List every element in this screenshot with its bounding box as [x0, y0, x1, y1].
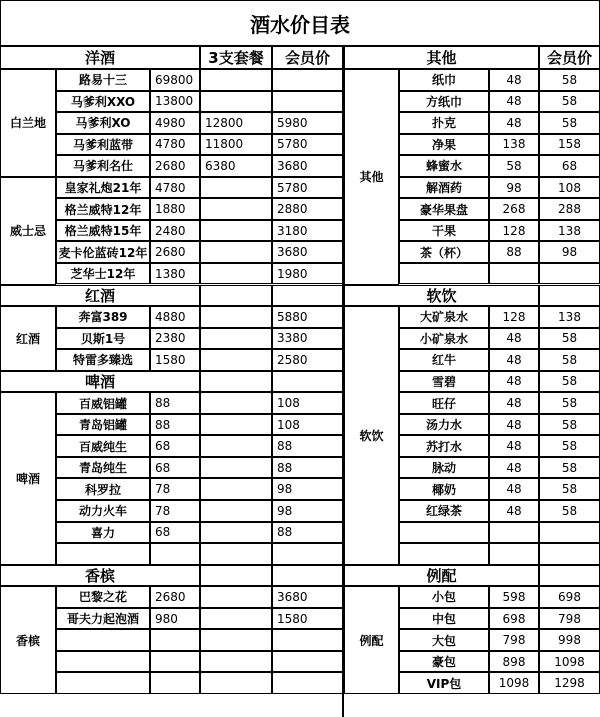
item-name: 特雷多臻选	[56, 349, 150, 371]
item-member-price: 108	[539, 177, 600, 199]
item-price: 1880	[150, 198, 200, 220]
item-name: 椰奶	[399, 478, 489, 500]
item-member-price: 58	[539, 349, 600, 371]
item-name: 苏打水	[399, 435, 489, 457]
item-name: 马爹利名仕	[56, 155, 150, 177]
right-section-blank	[539, 285, 600, 307]
item-member-price: 88	[272, 435, 343, 457]
item-price: 1098	[489, 672, 539, 694]
item-package-price	[200, 478, 272, 500]
right-col-header-name: 其他	[344, 46, 539, 69]
item-member-price: 5780	[272, 177, 343, 199]
item-price: 4880	[150, 306, 200, 328]
left-section-title: 香槟	[0, 565, 200, 587]
item-member-price: 5980	[272, 112, 343, 134]
item-price: 898	[489, 651, 539, 673]
item-package-price	[200, 414, 272, 436]
item-name: 青岛纯生	[56, 457, 150, 479]
item-price: 69800	[150, 69, 200, 91]
item-price	[150, 651, 200, 673]
item-member-price: 58	[539, 392, 600, 414]
item-price: 798	[489, 629, 539, 651]
item-package-price	[200, 306, 272, 328]
item-package-price	[200, 651, 272, 673]
item-price: 4980	[150, 112, 200, 134]
item-price: 78	[150, 478, 200, 500]
item-package-price	[200, 435, 272, 457]
item-price: 48	[489, 435, 539, 457]
item-name	[56, 651, 150, 673]
item-name: 格兰威特15年	[56, 220, 150, 242]
item-package-price: 12800	[200, 112, 272, 134]
item-member-price: 998	[539, 629, 600, 651]
item-price: 48	[489, 500, 539, 522]
item-package-price	[200, 177, 272, 199]
item-price: 48	[489, 478, 539, 500]
item-name: 蜂蜜水	[399, 155, 489, 177]
item-name: 中包	[399, 608, 489, 630]
item-name: 大包	[399, 629, 489, 651]
item-member-price: 58	[539, 478, 600, 500]
item-member-price: 798	[539, 608, 600, 630]
item-name: 豪包	[399, 651, 489, 673]
item-price: 128	[489, 220, 539, 242]
item-price: 68	[150, 435, 200, 457]
item-package-price: 6380	[200, 155, 272, 177]
item-price: 48	[489, 371, 539, 393]
left-category-label: 威士忌	[0, 177, 56, 285]
item-price: 598	[489, 586, 539, 608]
item-price: 48	[489, 414, 539, 436]
right-category-label: 其他	[344, 69, 399, 285]
item-package-price	[200, 672, 272, 694]
item-name: 马爹利XXO	[56, 91, 150, 113]
item-price: 4780	[150, 134, 200, 156]
item-member-price	[272, 91, 343, 113]
item-name: 脉动	[399, 457, 489, 479]
item-name: 青岛铝罐	[56, 414, 150, 436]
item-package-price	[200, 69, 272, 91]
item-name: 茶（杯）	[399, 241, 489, 263]
item-price: 48	[489, 349, 539, 371]
item-package-price	[200, 198, 272, 220]
left-category-label: 啤酒	[0, 392, 56, 564]
item-package-price	[200, 522, 272, 544]
item-name: 净果	[399, 134, 489, 156]
item-name: 扑克	[399, 112, 489, 134]
item-name: 芝华士12年	[56, 263, 150, 285]
item-member-price: 58	[539, 500, 600, 522]
item-price: 48	[489, 328, 539, 350]
left-section-blank	[200, 285, 272, 307]
item-member-price: 108	[272, 392, 343, 414]
item-price: 58	[489, 155, 539, 177]
item-price	[150, 672, 200, 694]
item-name: 方纸巾	[399, 91, 489, 113]
item-name	[56, 629, 150, 651]
item-name: 喜力	[56, 522, 150, 544]
item-price: 698	[489, 608, 539, 630]
right-category-label: 软饮	[344, 306, 399, 565]
item-package-price: 11800	[200, 134, 272, 156]
item-price: 48	[489, 69, 539, 91]
right-section-title: 软饮	[344, 285, 539, 307]
item-member-price: 68	[539, 155, 600, 177]
left-category-label: 香槟	[0, 586, 56, 694]
item-member-price: 138	[539, 306, 600, 328]
left-section-blank	[272, 371, 343, 393]
left-category-label: 红酒	[0, 306, 56, 371]
item-member-price: 5780	[272, 134, 343, 156]
item-name: 百威纯生	[56, 435, 150, 457]
item-member-price: 88	[272, 457, 343, 479]
item-name: 百威铝罐	[56, 392, 150, 414]
item-member-price: 1098	[539, 651, 600, 673]
item-price	[489, 263, 539, 285]
item-price: 980	[150, 608, 200, 630]
item-member-price	[272, 543, 343, 565]
item-name: 马爹利蓝带	[56, 134, 150, 156]
item-price: 98	[489, 177, 539, 199]
item-name	[56, 672, 150, 694]
item-price: 13800	[150, 91, 200, 113]
item-name: 动力火车	[56, 500, 150, 522]
item-name: 哥夫力起泡酒	[56, 608, 150, 630]
item-price: 78	[150, 500, 200, 522]
item-price: 128	[489, 306, 539, 328]
item-package-price	[200, 500, 272, 522]
item-name: VIP包	[399, 672, 489, 694]
item-name: 干果	[399, 220, 489, 242]
item-member-price	[272, 672, 343, 694]
item-name: 纸巾	[399, 69, 489, 91]
item-member-price	[539, 543, 600, 565]
left-section-blank	[200, 565, 272, 587]
left-section-title: 红酒	[0, 285, 200, 307]
item-name: 旺仔	[399, 392, 489, 414]
item-price	[489, 522, 539, 544]
item-price	[489, 543, 539, 565]
item-member-price	[272, 69, 343, 91]
item-name: 红牛	[399, 349, 489, 371]
item-member-price: 2580	[272, 349, 343, 371]
item-name: 小包	[399, 586, 489, 608]
item-name: 豪华果盘	[399, 198, 489, 220]
item-member-price: 98	[272, 478, 343, 500]
item-member-price: 58	[539, 457, 600, 479]
item-name: 皇家礼炮21年	[56, 177, 150, 199]
item-name: 解酒药	[399, 177, 489, 199]
item-package-price	[200, 349, 272, 371]
left-category-label: 白兰地	[0, 69, 56, 177]
right-col-header-member: 会员价	[539, 46, 600, 69]
item-name: 马爹利XO	[56, 112, 150, 134]
item-package-price	[200, 608, 272, 630]
item-member-price: 3380	[272, 328, 343, 350]
item-package-price	[200, 629, 272, 651]
item-price: 2680	[150, 241, 200, 263]
left-col-header-package: 3支套餐	[200, 46, 272, 69]
left-col-header-member: 会员价	[272, 46, 343, 69]
item-price: 2480	[150, 220, 200, 242]
item-member-price: 5880	[272, 306, 343, 328]
item-package-price	[200, 220, 272, 242]
item-name: 大矿泉水	[399, 306, 489, 328]
item-member-price	[272, 651, 343, 673]
item-name: 小矿泉水	[399, 328, 489, 350]
item-name: 麦卡伦蓝砖12年	[56, 241, 150, 263]
left-col-header-name: 洋酒	[0, 46, 200, 69]
item-price: 1580	[150, 349, 200, 371]
item-name	[399, 263, 489, 285]
left-section-blank	[200, 371, 272, 393]
item-member-price	[539, 522, 600, 544]
item-price: 2680	[150, 155, 200, 177]
item-member-price: 58	[539, 112, 600, 134]
item-name: 红绿茶	[399, 500, 489, 522]
item-member-price: 1580	[272, 608, 343, 630]
item-package-price	[200, 328, 272, 350]
item-member-price: 3180	[272, 220, 343, 242]
item-name: 汤力水	[399, 414, 489, 436]
right-section-blank	[539, 565, 600, 587]
item-member-price: 3680	[272, 155, 343, 177]
item-name: 科罗拉	[56, 478, 150, 500]
item-package-price	[200, 392, 272, 414]
right-section-title: 例配	[344, 565, 539, 587]
item-member-price: 58	[539, 414, 600, 436]
item-name: 雪碧	[399, 371, 489, 393]
item-price: 88	[150, 414, 200, 436]
left-section-blank	[272, 285, 343, 307]
item-package-price	[200, 241, 272, 263]
item-member-price: 1298	[539, 672, 600, 694]
item-member-price: 98	[539, 241, 600, 263]
page-title: 酒水价目表	[0, 0, 600, 46]
item-price: 48	[489, 392, 539, 414]
item-member-price: 88	[272, 522, 343, 544]
item-name	[399, 543, 489, 565]
item-price: 68	[150, 457, 200, 479]
item-price	[150, 629, 200, 651]
left-section-blank	[272, 565, 343, 587]
item-member-price: 288	[539, 198, 600, 220]
item-price: 4780	[150, 177, 200, 199]
item-price: 138	[489, 134, 539, 156]
item-price	[150, 543, 200, 565]
item-member-price: 98	[272, 500, 343, 522]
right-category-label: 例配	[344, 586, 399, 694]
item-price: 1380	[150, 263, 200, 285]
item-member-price: 2880	[272, 198, 343, 220]
item-name	[399, 522, 489, 544]
item-member-price: 3680	[272, 586, 343, 608]
item-member-price: 58	[539, 435, 600, 457]
item-name: 巴黎之花	[56, 586, 150, 608]
item-package-price	[200, 263, 272, 285]
item-price: 48	[489, 457, 539, 479]
item-package-price	[200, 586, 272, 608]
item-name: 格兰威特12年	[56, 198, 150, 220]
item-name: 路易十三	[56, 69, 150, 91]
item-member-price: 3680	[272, 241, 343, 263]
item-price: 48	[489, 112, 539, 134]
item-member-price	[539, 263, 600, 285]
item-name	[56, 543, 150, 565]
item-price: 68	[150, 522, 200, 544]
item-price: 2680	[150, 586, 200, 608]
item-member-price: 1980	[272, 263, 343, 285]
item-name: 贝斯1号	[56, 328, 150, 350]
item-price: 268	[489, 198, 539, 220]
item-member-price: 698	[539, 586, 600, 608]
item-price: 48	[489, 91, 539, 113]
item-package-price	[200, 457, 272, 479]
item-member-price: 58	[539, 91, 600, 113]
item-package-price	[200, 91, 272, 113]
item-member-price: 58	[539, 328, 600, 350]
item-price: 2380	[150, 328, 200, 350]
item-package-price	[200, 543, 272, 565]
item-price: 88	[489, 241, 539, 263]
item-member-price: 158	[539, 134, 600, 156]
item-member-price: 138	[539, 220, 600, 242]
item-member-price: 58	[539, 69, 600, 91]
left-section-title: 啤酒	[0, 371, 200, 393]
item-member-price	[272, 629, 343, 651]
item-member-price: 108	[272, 414, 343, 436]
item-member-price: 58	[539, 371, 600, 393]
item-name: 奔富389	[56, 306, 150, 328]
item-price: 88	[150, 392, 200, 414]
